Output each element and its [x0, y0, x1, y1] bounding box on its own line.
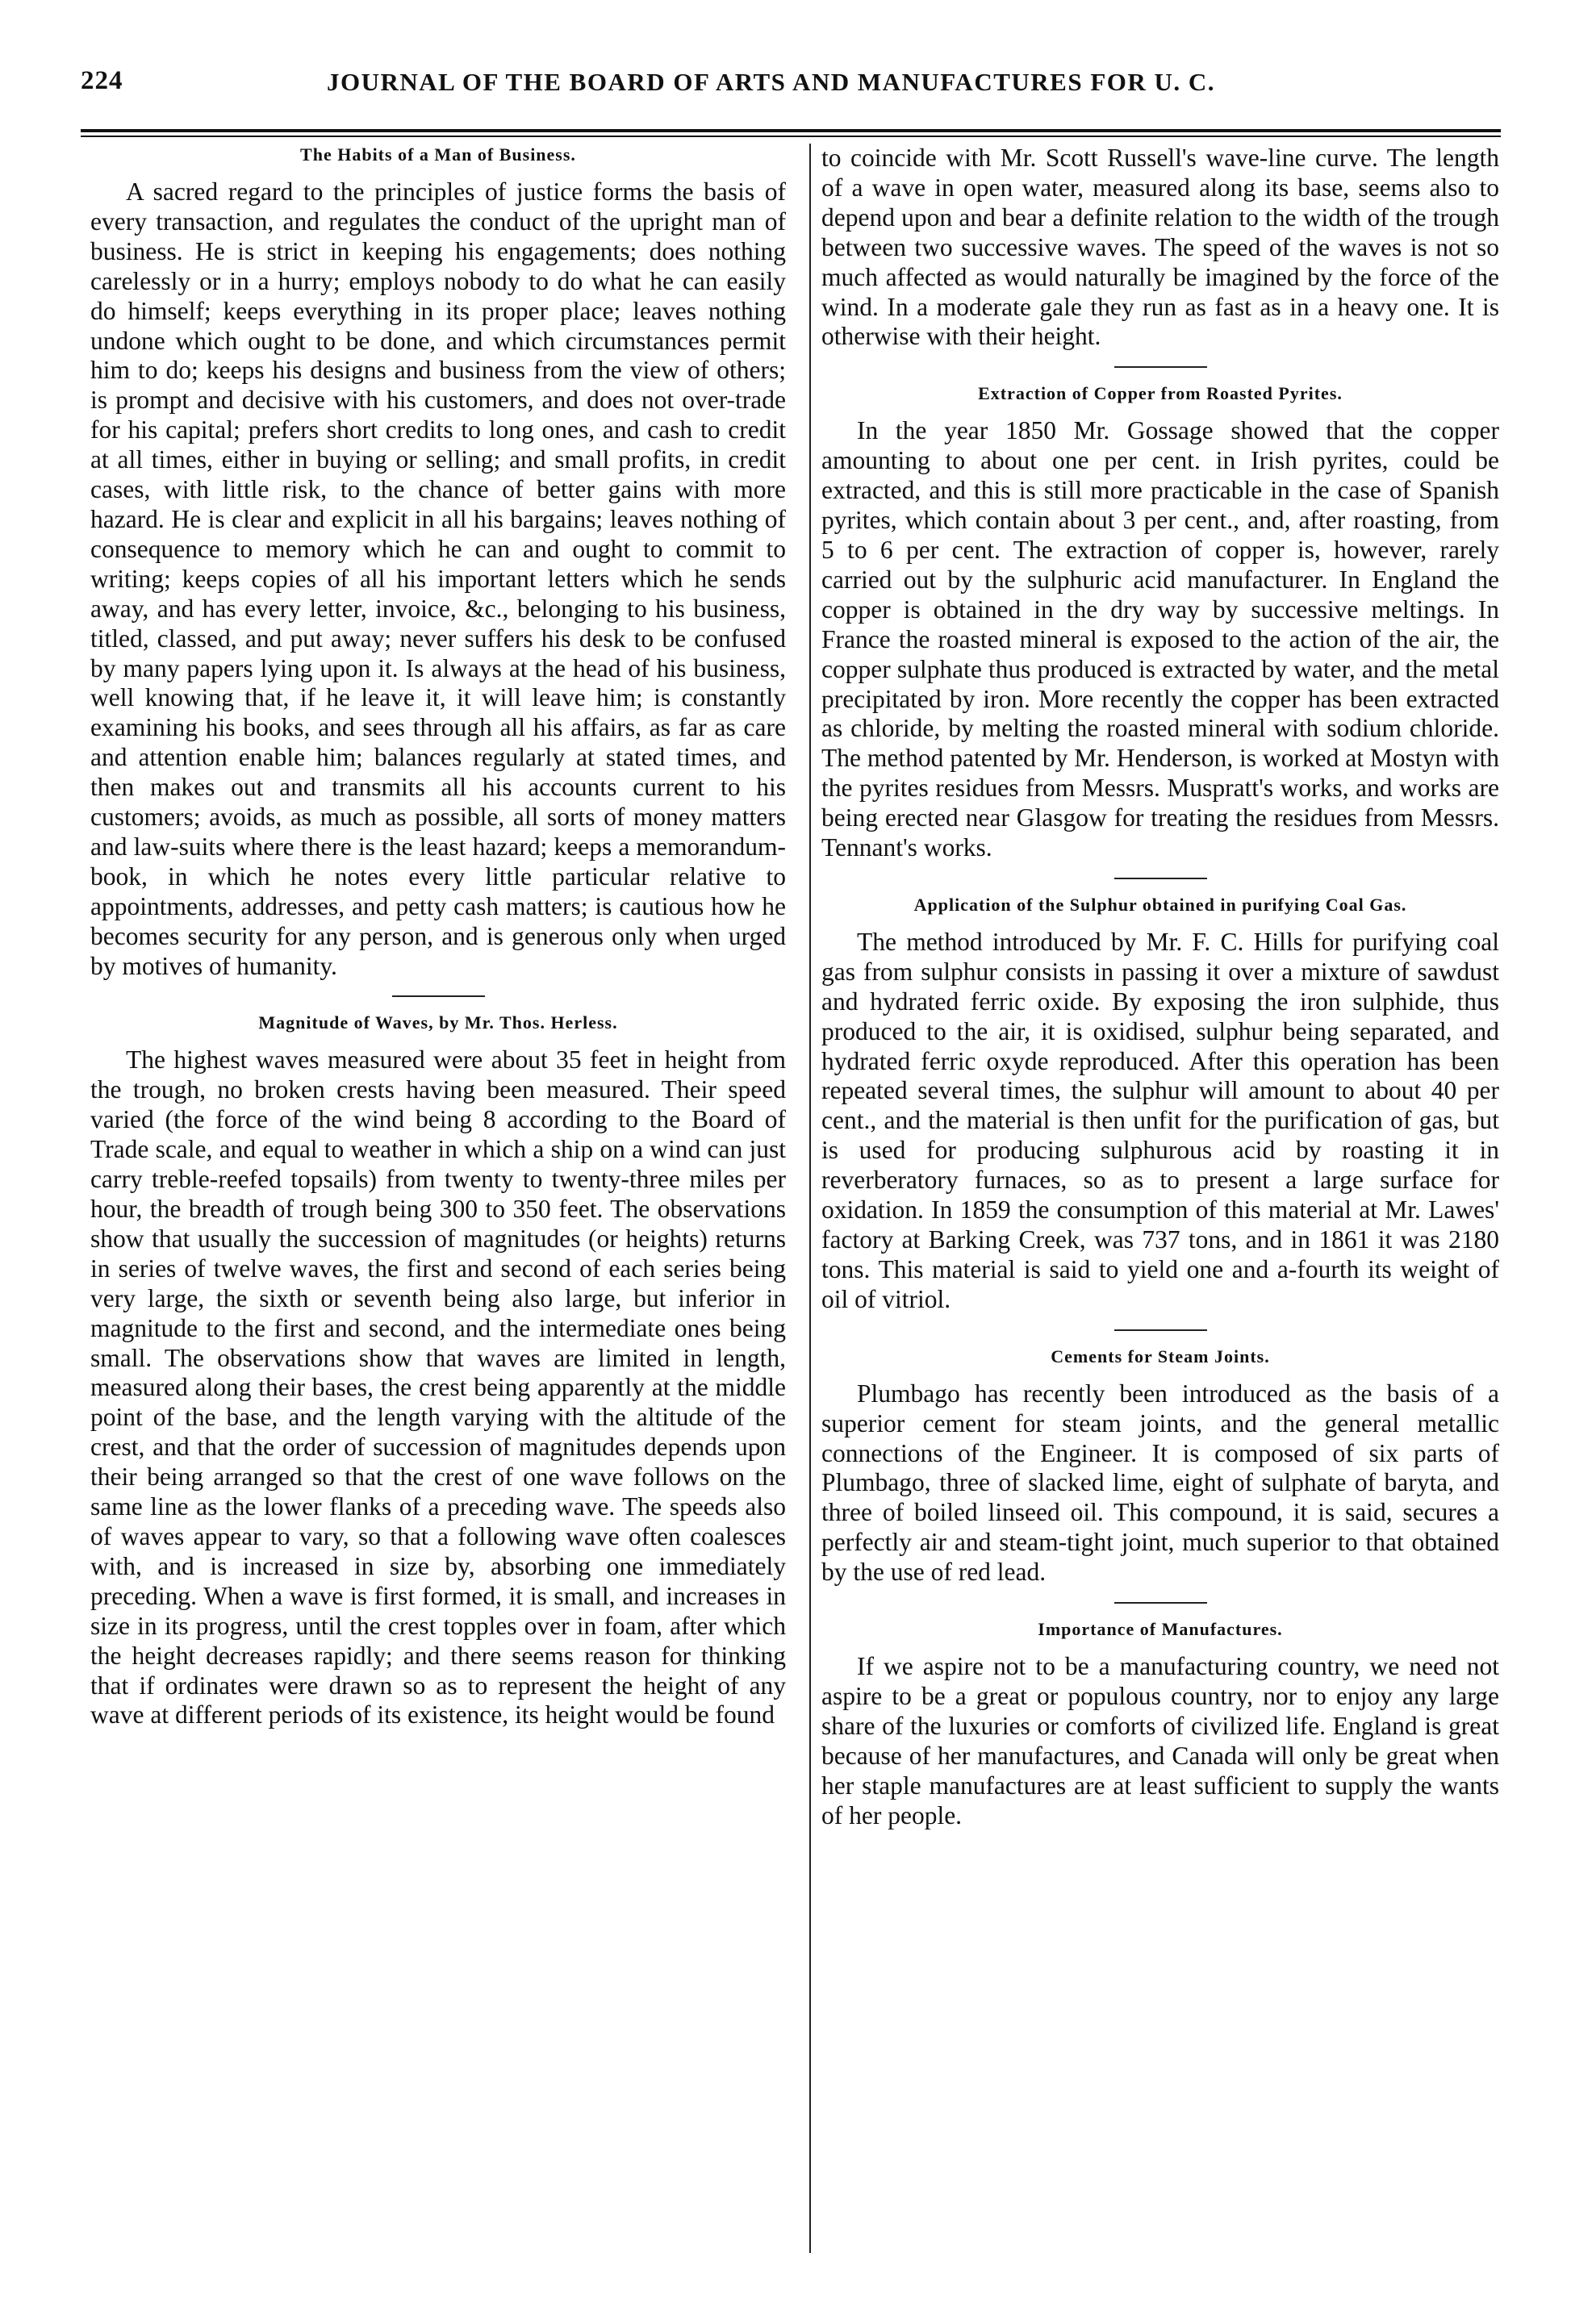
article-heading: Extraction of Copper from Roasted Pyrites.: [978, 383, 1343, 404]
article-heading: Application of the Sulphur obtained in purifying Coal Gas.: [913, 894, 1407, 915]
article-sulphur-coal-gas: [821, 894, 1499, 1315]
section-divider: [1114, 878, 1207, 879]
article-importance-of-manufactures: [821, 1618, 1499, 1830]
header-rule-thin: [81, 136, 1501, 137]
section-divider: [392, 995, 485, 997]
article-magnitude-of-waves: [90, 1012, 786, 1730]
article-cements-steam-joints: [821, 1346, 1499, 1588]
page-number: 224: [81, 66, 123, 95]
article-continuation: to coincide with Mr. Scott Russell's wave-line curve. The length of a wave in open water, measured along its base, seems also to depend upon and bear a definite relation to the width of the trough between two successive waves. The speed of the waves is not so much affected as would naturally be imagined by the force of the wind. In a moderate gale they run as fast as in a heavy one. It is otherwise with their height.: [821, 144, 1499, 351]
column-divider: [809, 144, 811, 2253]
article-body: The highest waves measured were about 35 feet in height from the trough, no broken crests having been measured. Their speed varied (the force of the wind being 8 according to the Board of Trade scale, and equal to weather in which a ship on a wind can just carry treble-reefed topsails) from twenty to twenty-three miles per hour, the breadth of trough being 300 to 350 feet. The observations show that usually the succession of magnitudes (or heights) returns in series of twelve waves, the first and second of each series being very large, the sixth or seventh being also large, but inferior in magnitude to the first and second, and the intermediate ones being small. The observations show that waves are limited in length, measured along their bases, the crest being apparently at the middle point of the base, and the length varying with the altitude of the crest, and that the order of succession of magnitudes depends upon their being arranged so that the crest of one wave follows on the same line as the lower flanks of a preceding wave. The speeds also of waves appear to vary, so that a following wave often coalesces with, and is increased in size by, absorbing one immediately preceding. When a wave is first formed, it is small, and increases in size in its progress, until the crest topples over in foam, after which the height decreases rapidly; and there seems reason for thinking that if ordinates were drawn so as to represent the height of any wave at different periods of its existence, its height would be found: [90, 1045, 786, 1729]
article-heading: Importance of Manufactures.: [1038, 1619, 1283, 1640]
article-heading: Magnitude of Waves, by Mr. Thos. Herless.: [258, 1012, 618, 1033]
section-divider: [1114, 1602, 1207, 1604]
article-habits-of-business: [90, 144, 786, 981]
article-extraction-of-copper: [821, 382, 1499, 863]
article-body: The method introduced by Mr. F. C. Hills for purifying coal gas from sulphur consists in passing it over a mixture of sawdust and hydrated ferric oxide. By exposing the iron sulphide, thus produced to the air, it is oxidised, sulphur being separated, and hydrated ferric oxyde reproduced. After this operation has been repeated several times, the sulphur will amount to about 40 per cent., and the material is then unfit for the purification of gas, but is used for producing sulphurous acid by roasting it in reverberatory furnaces, so as to present a large surface for oxidation. In 1859 the consumption of this material at Mr. Lawes' factory at Barking Creek, was 737 tons, and in 1861 it was 2180 tons. This material is said to yield one and a-fourth its weight of oil of vitriol.: [821, 927, 1499, 1313]
page-header: [81, 66, 1501, 106]
left-column: [90, 144, 786, 1730]
header-rule: [81, 129, 1501, 132]
article-body: Plumbago has recently been introduced as the basis of a superior cement for steam joints, and the general metallic connections of the Engineer. It is composed of six parts of Plumbago, three of slacked lime, eight of sulphate of baryta, and three of boiled linseed oil. This compound, it is said, secures a perfectly air and steam-tight joint, much superior to that obtained by the use of red lead.: [821, 1379, 1499, 1587]
running-head: JOURNAL OF THE BOARD OF ARTS AND MANUFACTURES FOR U. C.: [327, 68, 1216, 96]
section-divider: [1114, 1329, 1207, 1331]
article-heading: Cements for Steam Joints.: [1051, 1346, 1270, 1366]
article-heading: The Habits of a Man of Business.: [300, 144, 576, 165]
article-body: If we aspire not to be a manufacturing country, we need not aspire to be a great or populous country, nor to enjoy any large share of the luxuries or comforts of civilized life. England is great because of her manufactures, and Canada will only be great when her staple manufactures are at least sufficient to supply the wants of her people.: [821, 1652, 1499, 1830]
article-body: A sacred regard to the principles of justice forms the basis of every transaction, and regulates the conduct of the upright man of business. He is strict in keeping his engagements; does nothing carelessly or in a hurry; employs nobody to do what he can easily do himself; keeps everything in its proper place; leaves nothing undone which ought to be done, and which circumstances permit him to do; keeps his designs and business from the view of others; is prompt and decisive with his customers, and does not over-trade for his capital; prefers short credits to long ones, and cash to credit at all times, either in buying or selling; and small profits, in credit cases, with little risk, to the chance of better gains with more hazard. He is clear and explicit in all his bargains; leaves nothing of consequence to memory which he can and ought to commit to writing; keeps copies of all his important letters which he sends away, and has every letter, invoice, &c., belonging to his business, titled, classed, and put away; never suffers his desk to be confused by many papers lying upon it. Is always at the head of his business, well knowing that, if he leave it, it will leave him; is constantly examining his books, and sees through all his affairs, as far as care and attention enable him; balances regularly at stated times, and then makes out and transmits all his accounts current to his customers; avoids, as much as possible, all sorts of money matters and law-suits where there is the least hazard; keeps a memorandum-book, in which he notes every little particular relative to appointments, addresses, and petty cash matters; is cautious how he becomes security for any person, and is generous only when urged by motives of humanity.: [90, 177, 786, 980]
right-column: [821, 144, 1499, 1831]
article-body: In the year 1850 Mr. Gossage showed that the copper amounting to about one per cent. in Irish pyrites, could be extracted, and this is still more practicable in the case of Spanish pyrites, which contain about 3 per cent., and, after roasting, from 5 to 6 per cent. The extraction of copper is, however, rarely carried out by the sulphuric acid manufacturer. In England the copper is obtained in the dry way by successive meltings. In France the roasted mineral is exposed to the action of the air, the copper sulphate thus produced is extracted by water, and the metal precipitated by iron. More recently the copper has been extracted as chloride, by melting the roasted mineral with sodium chloride. The method patented by Mr. Henderson, is worked at Mostyn with the pyrites residues from Messrs. Muspratt's works, and works are being erected near Glasgow for treating the residues from Messrs. Tennant's works.: [821, 416, 1499, 862]
section-divider: [1114, 366, 1207, 368]
